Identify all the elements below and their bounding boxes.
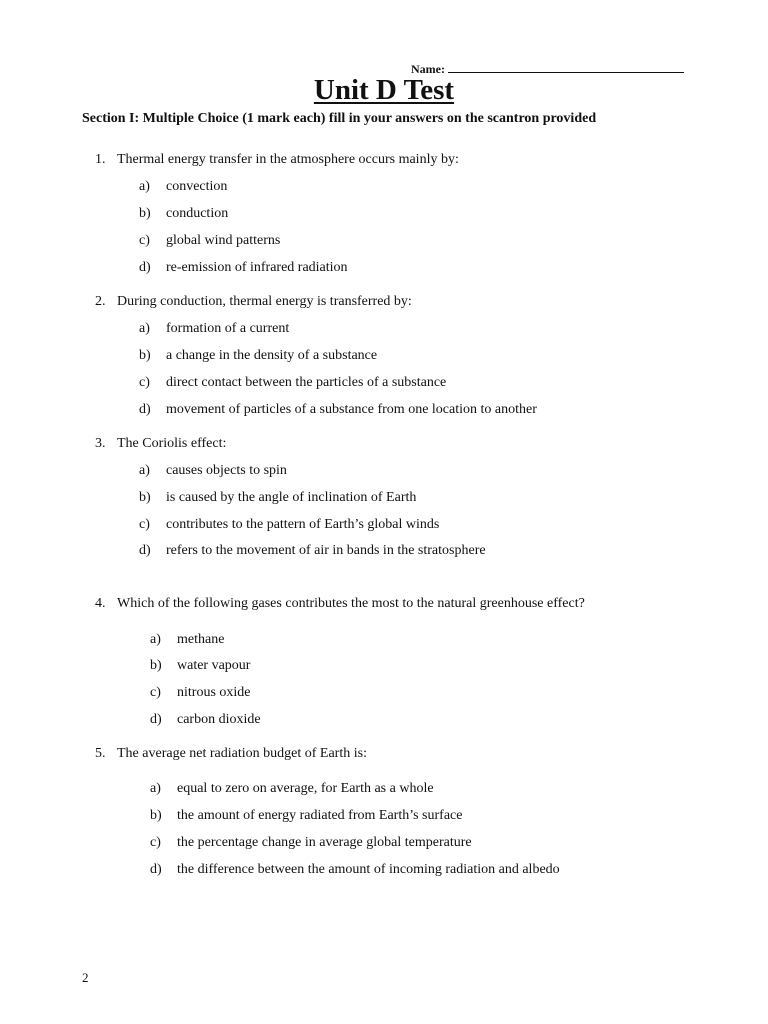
question-1-number: 1. [95, 152, 106, 167]
question-3-option-d-letter: d) [139, 543, 151, 558]
question-5-option-c-letter: c) [150, 835, 161, 850]
name-blank-line [448, 62, 684, 73]
question-4-option-c: nitrous oxide [177, 685, 251, 700]
question-2-option-c-letter: c) [139, 375, 150, 390]
question-2-text: During conduction, thermal energy is transferred by: [117, 294, 412, 309]
question-4-option-b-letter: b) [150, 658, 162, 673]
question-3-option-c: contributes to the pattern of Earth’s global winds [166, 517, 440, 532]
page-number: 2 [82, 970, 89, 985]
question-2-number: 2. [95, 294, 106, 309]
question-1-option-a: convection [166, 179, 228, 194]
question-1-option-d: re-emission of infrared radiation [166, 260, 348, 275]
question-2-option-d-letter: d) [139, 402, 151, 417]
question-5-option-d: the difference between the amount of incoming radiation and albedo [177, 862, 560, 877]
question-1-text: Thermal energy transfer in the atmosphere occurs mainly by: [117, 152, 459, 167]
question-3-option-b: is caused by the angle of inclination of Earth [166, 490, 417, 505]
question-1-option-b-letter: b) [139, 206, 151, 221]
question-3-text: The Coriolis effect: [117, 436, 227, 451]
question-3-option-d: refers to the movement of air in bands in the stratosphere [166, 543, 486, 558]
question-5-number: 5. [95, 746, 106, 761]
name-label: Name: [411, 62, 445, 76]
question-5-option-d-letter: d) [150, 862, 162, 877]
question-1-option-d-letter: d) [139, 260, 151, 275]
page-title: Unit D Test [313, 74, 455, 106]
question-4-number: 4. [95, 596, 106, 611]
section-heading: Section I: Multiple Choice (1 mark each) fill in your answers on the scantron provided [82, 111, 597, 126]
question-4-option-d-letter: d) [150, 712, 162, 727]
question-1-option-a-letter: a) [139, 179, 150, 194]
question-4-option-c-letter: c) [150, 685, 161, 700]
question-3-option-a-letter: a) [139, 463, 150, 478]
question-3-option-b-letter: b) [139, 490, 151, 505]
question-2-option-a-letter: a) [139, 321, 150, 336]
question-1-option-c-letter: c) [139, 233, 150, 248]
question-5-option-c: the percentage change in average global temperature [177, 835, 472, 850]
question-3-number: 3. [95, 436, 106, 451]
question-4-text: Which of the following gases contributes the most to the natural greenhouse effect? [117, 596, 585, 611]
question-5-text: The average net radiation budget of Earth is: [117, 746, 367, 761]
question-1-option-c: global wind patterns [166, 233, 281, 248]
question-2-option-a: formation of a current [166, 321, 290, 336]
question-3-option-a: causes objects to spin [166, 463, 287, 478]
question-4-option-a-letter: a) [150, 632, 161, 647]
question-5-option-a: equal to zero on average, for Earth as a whole [177, 781, 434, 796]
question-2-option-b-letter: b) [139, 348, 151, 363]
question-2-option-b: a change in the density of a substance [166, 348, 378, 363]
question-2-option-d: movement of particles of a substance from one location to another [166, 402, 537, 417]
question-5-option-a-letter: a) [150, 781, 161, 796]
question-4-option-a: methane [177, 632, 225, 647]
question-4-option-d: carbon dioxide [177, 712, 261, 727]
question-1-option-b: conduction [166, 206, 229, 221]
question-4-option-b: water vapour [177, 658, 251, 673]
question-5-option-b: the amount of energy radiated from Earth’s surface [177, 808, 463, 823]
question-3-option-c-letter: c) [139, 517, 150, 532]
question-5-option-b-letter: b) [150, 808, 162, 823]
question-2-option-c: direct contact between the particles of a substance [166, 375, 447, 390]
